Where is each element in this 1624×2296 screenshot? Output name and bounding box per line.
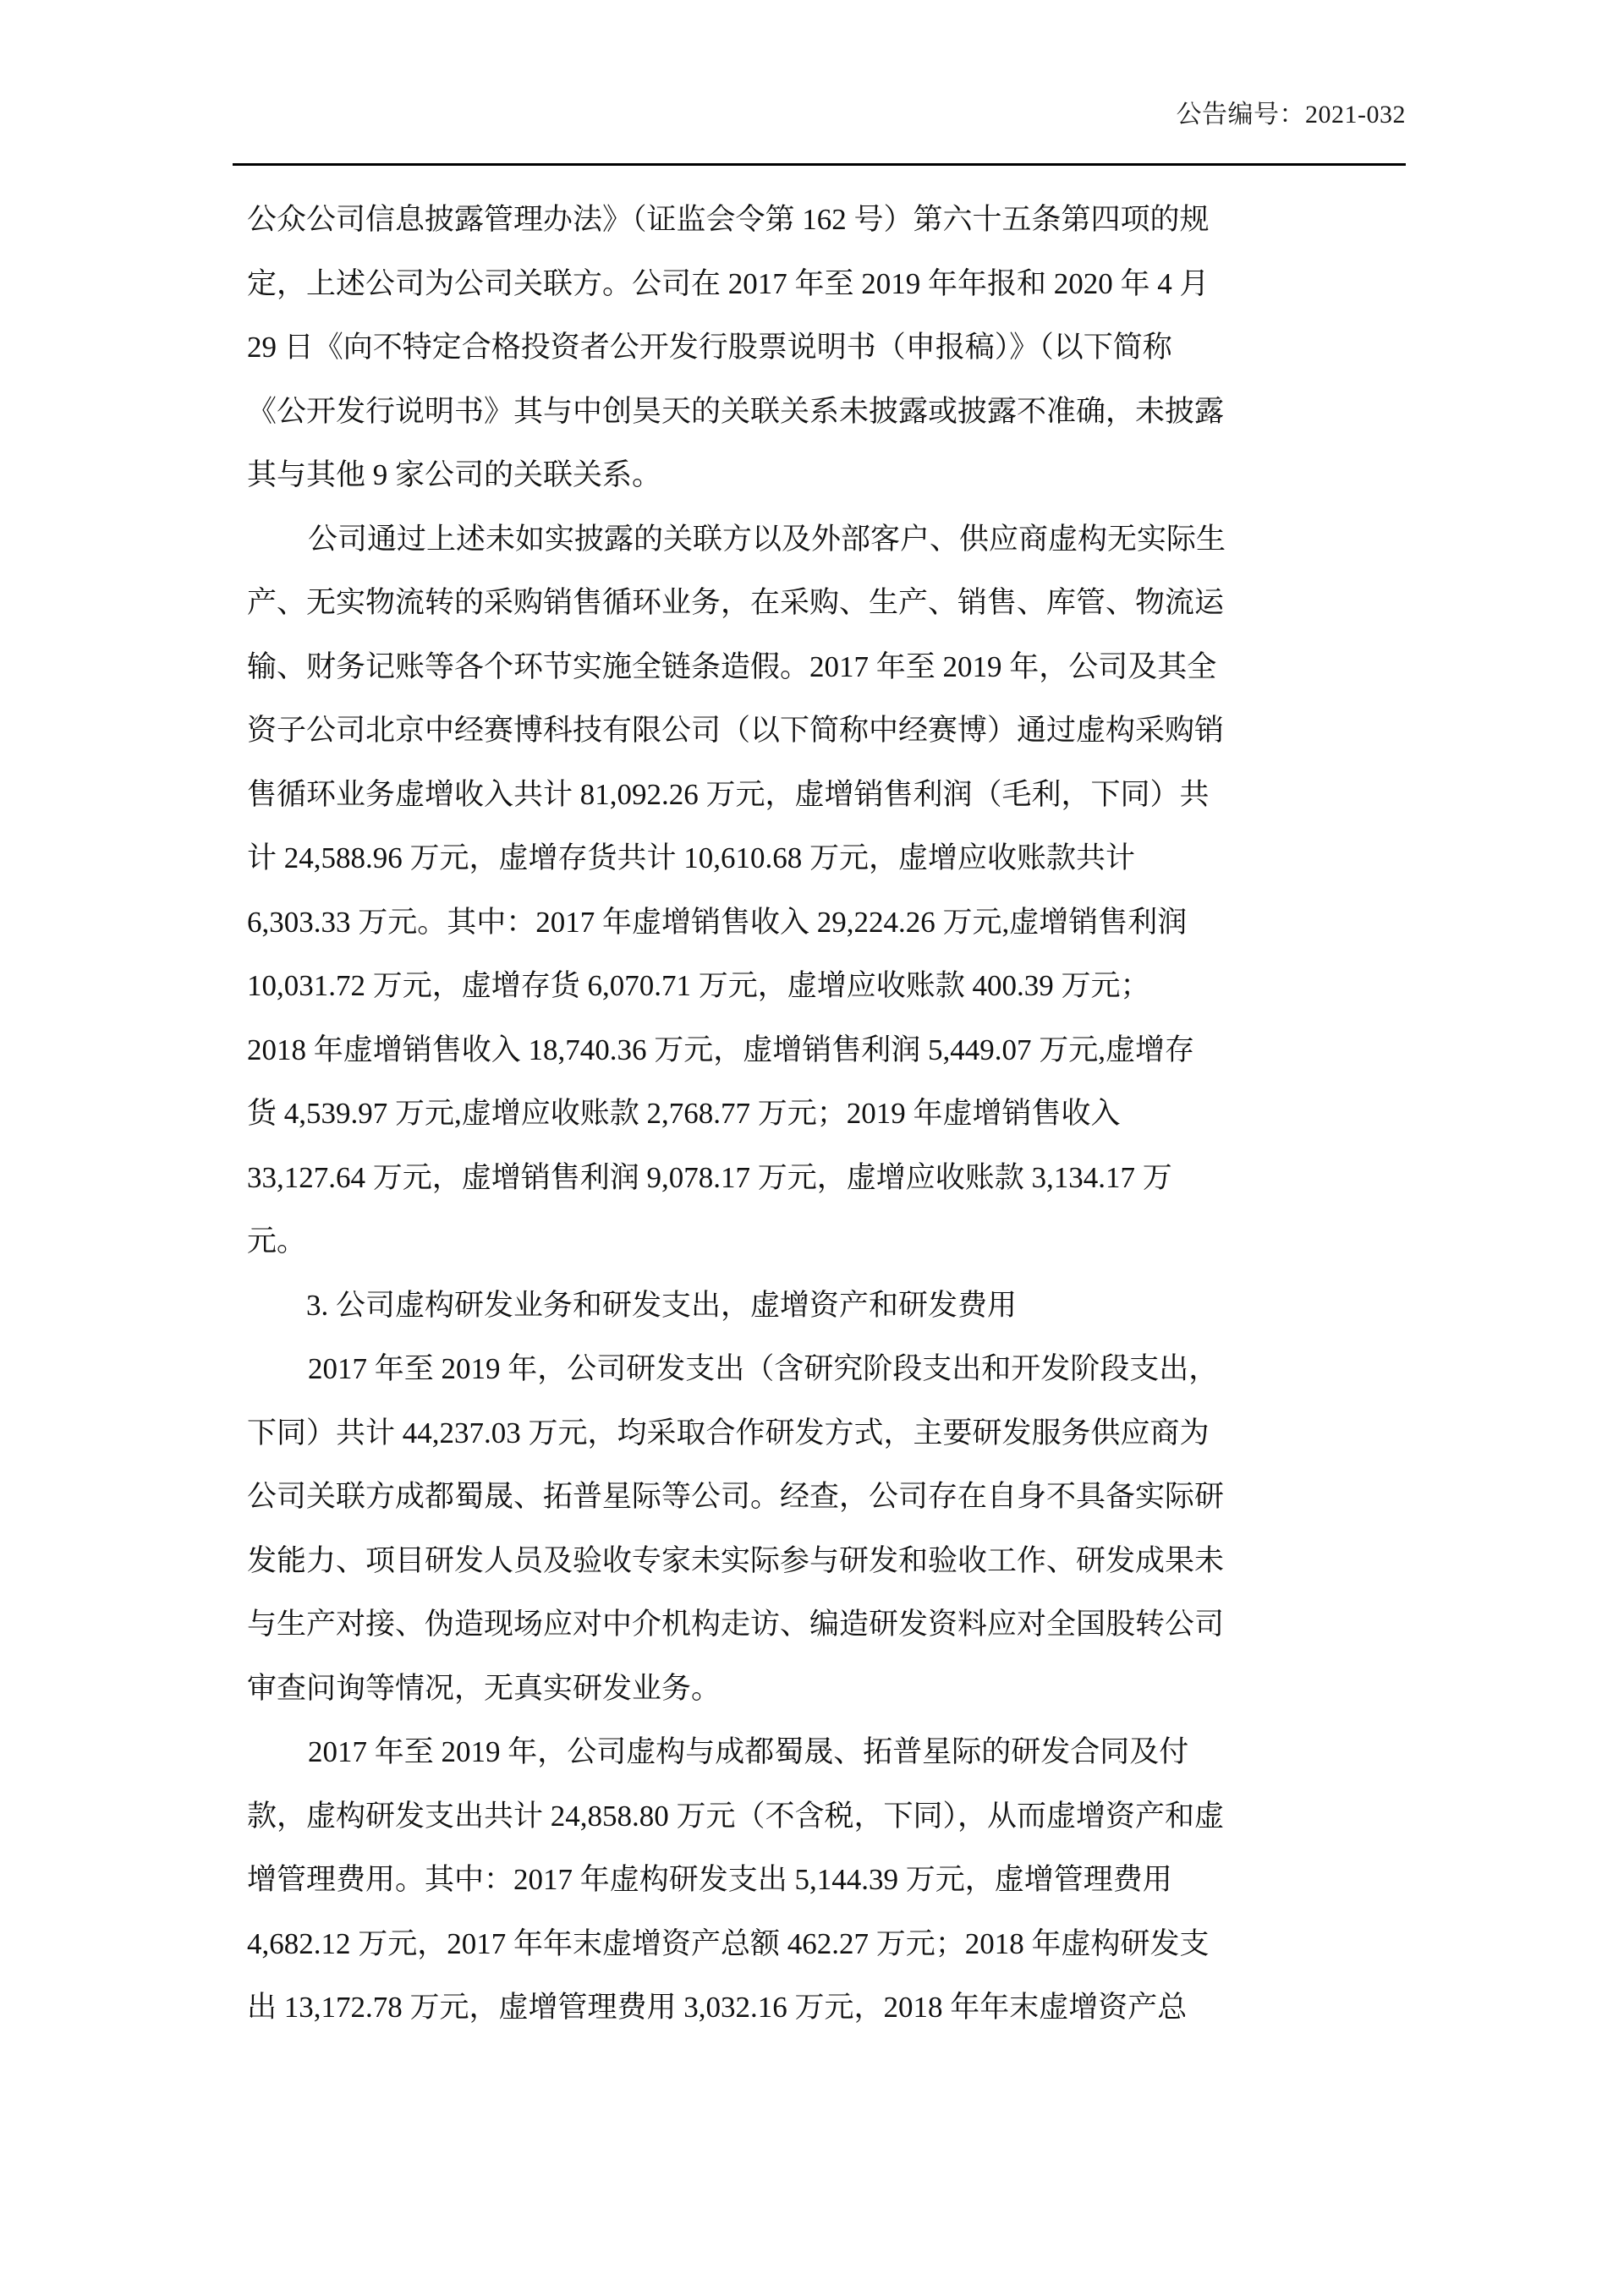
document-body bbox=[247, 188, 1397, 2040]
body-line: 与生产对接、伪造现场应对中介机构走访、编造研发资料应对全国股转公司 bbox=[247, 1608, 1225, 1641]
body-line: 增管理费用。其中：2017 年虚构研发支出 5,144.39 万元，虚增管理费用 bbox=[247, 1863, 1172, 1896]
body-line: 《公开发行说明书》其与中创昊天的关联关系未披露或披露不准确，未披露 bbox=[247, 394, 1225, 428]
body-line: 2018 年虚增销售收入 18,740.36 万元，虚增销售利润 5,449.07 万元,虚增存 bbox=[247, 1033, 1195, 1066]
body-line: 29 日《向不特定合格投资者公开发行股票说明书（申报稿）》（以下简称 bbox=[247, 331, 1172, 364]
body-line: 10,031.72 万元，虚增存货 6,070.71 万元，虚增应收账款 400.39 万元； bbox=[247, 969, 1150, 1002]
body-line: 计 24,588.96 万元，虚增存货共计 10,610.68 万元，虚增应收账款共计 bbox=[247, 841, 1136, 874]
section-heading-3: 3. 公司虚构研发业务和研发支出，虚增资产和研发费用 bbox=[306, 1288, 1018, 1322]
body-line: 款，虚构研发支出共计 24,858.80 万元（不含税，下同），从而虚增资产和虚 bbox=[247, 1799, 1225, 1833]
body-line: 公众公司信息披露管理办法》（证监会令第 162 号）第六十五条第四项的规 bbox=[247, 203, 1210, 236]
body-line: 资子公司北京中经赛博科技有限公司（以下简称中经赛博）通过虚构采购销 bbox=[247, 714, 1225, 747]
body-line: 其与其他 9 家公司的关联关系。 bbox=[247, 458, 662, 491]
body-line: 输、财务记账等各个环节实施全链条造假。2017 年至 2019 年，公司及其全 bbox=[247, 649, 1217, 683]
body-line: 公司关联方成都蜀晟、拓普星际等公司。经查，公司存在自身不具备实际研 bbox=[247, 1480, 1225, 1513]
page-header bbox=[233, 100, 1406, 166]
body-line: 发能力、项目研发人员及验收专家未实际参与研发和验收工作、研发成果未 bbox=[247, 1543, 1225, 1577]
body-line: 出 13,172.78 万元，虚增管理费用 3,032.16 万元，2018 年年末虚增资产总 bbox=[247, 1991, 1188, 2024]
body-line: 公司通过上述未如实披露的关联方以及外部客户、供应商虚构无实际生 bbox=[308, 522, 1226, 556]
body-line: 元。 bbox=[247, 1225, 307, 1258]
body-line: 产、无实物流转的采购销售循环业务，在采购、生产、销售、库管、物流运 bbox=[247, 586, 1225, 619]
body-line: 6,303.33 万元。其中：2017 年虚增销售收入 29,224.26 万元,虚增销售利润 bbox=[247, 905, 1188, 939]
body-line: 33,127.64 万元，虚增销售利润 9,078.17 万元，虚增应收账款 3,134.17 万 bbox=[247, 1160, 1172, 1194]
body-line: 下同）共计 44,237.03 万元，均采取合作研发方式，主要研发服务供应商为 bbox=[247, 1416, 1210, 1449]
body-line: 2017 年至 2019 年，公司研发支出（含研究阶段支出和开发阶段支出， bbox=[308, 1352, 1219, 1385]
header-divider bbox=[233, 163, 1406, 166]
body-line: 货 4,539.97 万元,虚增应收账款 2,768.77 万元；2019 年虚增销售收入 bbox=[247, 1097, 1121, 1130]
body-line: 定，上述公司为公司关联方。公司在 2017 年至 2019 年年报和 2020 年 4 月 bbox=[247, 266, 1210, 300]
body-line: 售循环业务虚增收入共计 81,092.26 万元，虚增销售利润（毛利，下同）共 bbox=[247, 777, 1210, 811]
notice-number: 公告编号：2021-032 bbox=[1176, 101, 1406, 129]
body-line: 2017 年至 2019 年，公司虚构与成都蜀晟、拓普星际的研发合同及付 bbox=[308, 1735, 1189, 1768]
body-line: 审查问询等情况，无真实研发业务。 bbox=[247, 1671, 721, 1705]
body-line: 4,682.12 万元，2017 年年末虚增资产总额 462.27 万元；2018 年虚构研发支 bbox=[247, 1926, 1210, 1960]
